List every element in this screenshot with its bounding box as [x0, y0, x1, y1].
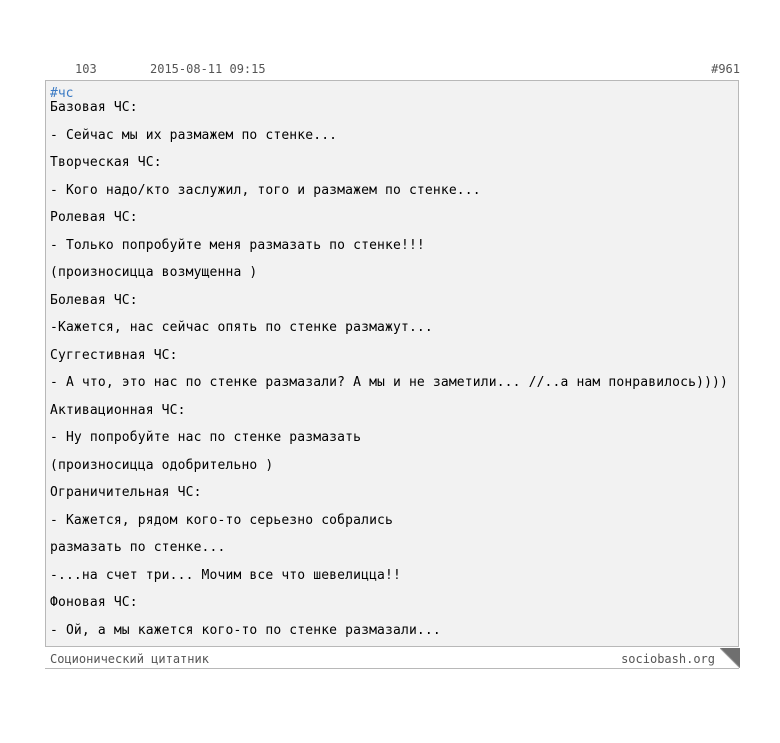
quote-line: -...на счет три... Мочим все что шевелицца!!: [50, 567, 401, 583]
quote-line: Базовая ЧС:: [50, 100, 138, 115]
quote-line: Творческая ЧС:: [50, 155, 162, 170]
quote-lines: [50, 101, 738, 647]
quote-line: -Кажется, нас сейчас опять по стенке размажут...: [50, 320, 433, 335]
quote-line: - Ой, а мы кажется кого-то по стенке размазали...: [50, 622, 441, 638]
quote-line: Фоновая ЧС:: [50, 595, 138, 610]
quote-date: 2015-08-11 09:15: [150, 62, 266, 76]
quote-line: (произносицца одобрительно ): [50, 457, 274, 473]
quote-line: - Только попробуйте меня размазать по стенке!!!: [50, 237, 425, 253]
quote-line: Болевая ЧС:: [50, 292, 138, 308]
quote-body: [45, 80, 739, 647]
site-url-link[interactable]: sociobash.org: [621, 652, 715, 666]
quote-line: (произносицца возмущенна ): [50, 265, 258, 280]
quote-id-link[interactable]: #961: [711, 62, 740, 76]
quote-line: - Ну попробуйте нас по стенке размазать: [50, 430, 362, 445]
quote-tag-link[interactable]: #чс: [50, 86, 74, 101]
quote-line: размазать по стенке...: [50, 540, 226, 555]
quote-header: [45, 61, 741, 79]
quote-line: Ограничительная ЧС:: [50, 485, 202, 500]
page-corner-icon: [720, 648, 740, 668]
quote-line: Ролевая ЧС:: [50, 210, 138, 225]
quote-line: Суггестивная ЧС:: [50, 347, 178, 363]
quote-line: - Кого надо/кто заслужил, того и размажем по стенке...: [50, 182, 481, 198]
quote-footer: [45, 649, 739, 669]
site-name: Соционический цитатник: [50, 652, 209, 666]
quote-line: - Кажется, рядом кого-то серьезно собрались: [50, 512, 393, 528]
quote-line: Активационная ЧС:: [50, 402, 186, 418]
quote-line: - А что, это нас по стенке размазали? А мы и не заметили... //..а нам понравилось)))): [50, 375, 729, 390]
quote-line: - Сейчас мы их размажем по стенке...: [50, 127, 338, 143]
quote-rating: 103: [75, 62, 97, 76]
